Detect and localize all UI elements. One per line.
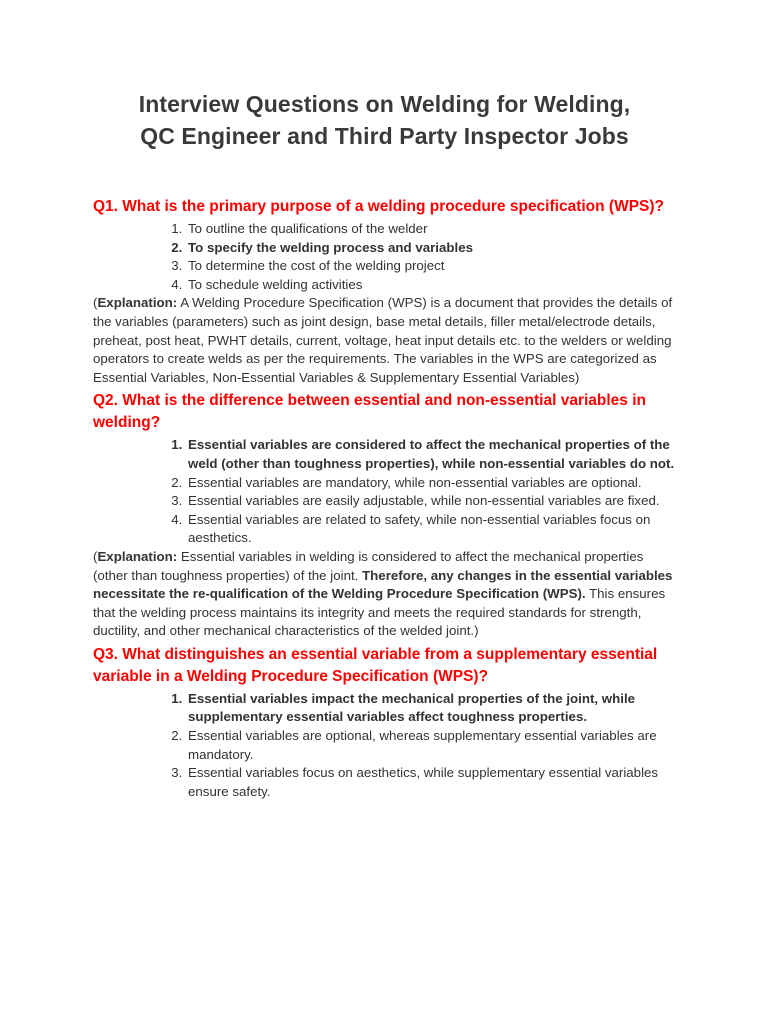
title-line-1: Interview Questions on Welding for Welding, [138, 91, 631, 117]
question-block-2 [93, 390, 676, 641]
question-heading: Q2. What is the difference between essential and non-essential variables in welding? [93, 392, 646, 432]
option-list [93, 220, 676, 294]
option-item: 2. Essential variables are mandatory, while non-essential variables are optional. [186, 474, 676, 493]
option-item: 3. Essential variables focus on aesthetics, while supplementary essential variables ensure safety. [186, 764, 676, 801]
option-list [93, 690, 676, 802]
option-item-correct: 1. Essential variables impact the mechanical properties of the joint, while supplementary essential variables affect toughness properties. [186, 690, 676, 727]
question-block-3 [93, 644, 676, 802]
explanation-text: Essential variables in welding is considered to affect the mechanical properties (other than toughness properties) of the joint. [93, 548, 644, 583]
explanation-label: Explanation: [97, 548, 178, 564]
option-list [93, 436, 676, 548]
explanation-text: A Welding Procedure Specification (WPS) is a document that provides the details of the variables (parameters) such as joint design, base metal details, filler metal/electrode details, preheat, post heat, PWHT details, current, voltage, heat input details etc. to the welders or welding operators to create welds as per the requirements. The variables in the WPS are categorized as Essential Variables, Non-Essential Variables & Supplementary Essential Variables) [93, 295, 673, 385]
title-line-2: QC Engineer and Third Party Inspector Jobs [140, 123, 629, 149]
explanation-open-paren: ( [93, 295, 98, 311]
explanation-paragraph [93, 294, 676, 387]
option-item: 1. To outline the qualifications of the welder [186, 220, 676, 239]
explanation-bold-text: Therefore, any changes in the essential variables necessitate the re-qualification of the Welding Procedure Specification (WPS). [93, 567, 673, 602]
option-item: 4. To schedule welding activities [186, 276, 676, 295]
option-item: 3. Essential variables are easily adjustable, while non-essential variables are fixed. [186, 492, 676, 511]
option-item-correct: 1. Essential variables are considered to affect the mechanical properties of the weld (other than toughness properties), while non-essential variables do not. [186, 436, 676, 473]
option-item: 4. Essential variables are related to safety, while non-essential variables focus on aesthetics. [186, 511, 676, 548]
explanation-text: This ensures that the welding process maintains its integrity and meets the required standards for strength, ductility, and other mechanical characteristics of the welded joint.) [93, 586, 666, 639]
option-item: 2. Essential variables are optional, whereas supplementary essential variables are mandatory. [186, 727, 676, 764]
document-title [93, 88, 676, 152]
explanation-paragraph [93, 548, 676, 641]
explanation-label: Explanation: [97, 295, 178, 311]
question-block-1 [93, 196, 676, 387]
option-item-correct: 2. To specify the welding process and variables [186, 239, 676, 258]
option-item: 3. To determine the cost of the welding project [186, 257, 676, 276]
question-heading: Q1. What is the primary purpose of a welding procedure specification (WPS)? [93, 198, 665, 215]
explanation-open-paren: ( [93, 548, 98, 564]
question-heading: Q3. What distinguishes an essential variable from a supplementary essential variable in a Welding Procedure Specification (WPS)? [93, 645, 658, 685]
